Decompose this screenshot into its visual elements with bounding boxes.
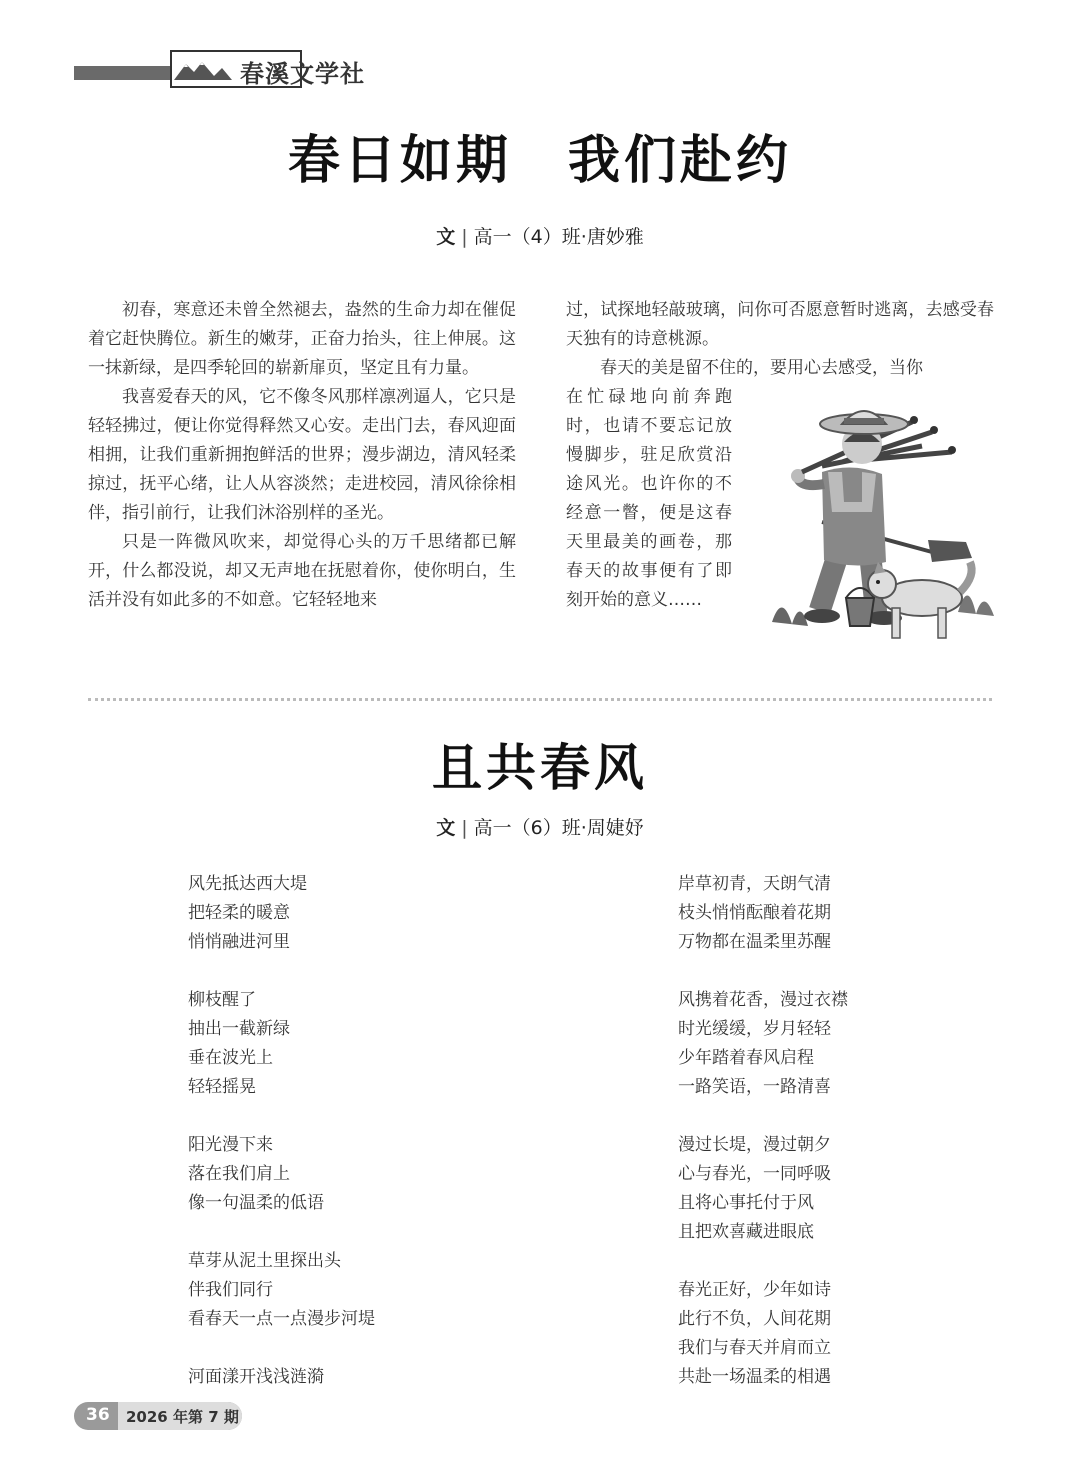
poem-stanza xyxy=(188,1247,588,1334)
poem-line: 伴我们同行 xyxy=(188,1280,273,1300)
poem-stanza xyxy=(678,986,998,1102)
poem-line: 岸草初青，天朗气清 xyxy=(678,874,831,894)
poem-line: 枝头悄悄酝酿着花期 xyxy=(678,903,831,923)
poem-line: 阳光漫下来 xyxy=(188,1135,273,1155)
poem-stanza xyxy=(188,1363,588,1392)
poem-line: 万物都在温柔里苏醒 xyxy=(678,932,831,952)
poem-line: 且把欢喜藏进眼底 xyxy=(678,1222,814,1242)
article-byline xyxy=(0,222,1080,249)
poem-line: 河面漾开浅浅涟漪 xyxy=(188,1367,324,1387)
article-title: 春日如期 我们赴约 xyxy=(287,131,792,191)
section-divider xyxy=(88,698,992,701)
page-footer-badge xyxy=(74,1402,244,1430)
poem-line: 且将心事托付于风 xyxy=(678,1193,814,1213)
paragraph: 过，试探地轻敲玻璃，问你可否愿意暂时逃离，去感受春天独有的诗意桃源。 xyxy=(566,300,994,349)
mountain-icon xyxy=(170,58,234,82)
article-title: 且共春风 xyxy=(432,739,648,797)
article-byline xyxy=(0,813,1080,840)
poem-stanza xyxy=(188,870,588,957)
poem-line: 时光缓缓，岁月轻轻 xyxy=(678,1019,831,1039)
paragraph: 我喜爱春天的风，它不像冬风那样凛冽逼人，它只是轻轻拂过，便让你觉得释然又心安。走出门去，春风迎面相拥，让我们重新拥抱鲜活的世界；漫步湖边，清风轻柔掠过，抚平心绪，让人从容淡然；走进校园，清风徐徐相伴，指引前行，让我们沐浴别样的圣光。 xyxy=(88,387,516,523)
poem-line: 共赴一场温柔的相遇 xyxy=(678,1367,831,1387)
poem-line: 悄悄融进河里 xyxy=(188,932,290,952)
poem-line: 轻轻摇晃 xyxy=(188,1077,256,1097)
article-right-column xyxy=(566,296,994,383)
poem-line: 一路笑语，一路清喜 xyxy=(678,1077,831,1097)
byline-prefix: 文 xyxy=(436,226,456,248)
article-right-wrapped-text xyxy=(566,383,732,615)
poem-line: 此行不负，人间花期 xyxy=(678,1309,831,1329)
poem-line: 漫过长堤，漫过朝夕 xyxy=(678,1135,831,1155)
paragraph: 只是一阵微风吹来，却觉得心头的万千思绪都已解开，什么都没说，却又无声地在抚慰着你，使你明白，生活并没有如此多的不如意。它轻轻地来 xyxy=(88,532,516,610)
poem-line: 少年踏着春风启程 xyxy=(678,1048,814,1068)
poem-line: 看春天一点一点漫步河堤 xyxy=(188,1309,375,1329)
poem-stanza xyxy=(678,1276,998,1392)
poem-line: 抽出一截新绿 xyxy=(188,1019,290,1039)
poem-line: 心与春光，一同呼吸 xyxy=(678,1164,831,1184)
poem-line: 把轻柔的暖意 xyxy=(188,903,290,923)
column-header-badge xyxy=(74,50,365,92)
page-number: 36 xyxy=(86,1405,110,1425)
byline-separator: | xyxy=(461,226,468,248)
header-bar-decoration xyxy=(74,66,174,80)
poem-line: 风先抵达西大堤 xyxy=(188,874,307,894)
poem-stanza xyxy=(188,1131,588,1218)
poem-line: 我们与春天并肩而立 xyxy=(678,1338,831,1358)
byline-author: 高一（4）班·唐妙雅 xyxy=(473,226,644,248)
poem-right-column xyxy=(678,870,998,1421)
poem-line: 风携着花香，漫过衣襟 xyxy=(678,990,848,1010)
poem-line: 春光正好，少年如诗 xyxy=(678,1280,831,1300)
byline-separator: | xyxy=(461,817,468,839)
poem-left-column xyxy=(188,870,588,1421)
paragraph-first-line: 春天的美是留不住的，要用心去感受，当你 xyxy=(600,358,923,378)
byline-prefix: 文 xyxy=(436,817,456,839)
poem-line: 像一句温柔的低语 xyxy=(188,1193,324,1213)
poem-stanza xyxy=(188,986,588,1102)
issue-label: 2026 年第 7 期 xyxy=(126,1408,239,1426)
girl-with-dog-illustration xyxy=(762,402,1002,662)
poem-line: 落在我们肩上 xyxy=(188,1164,290,1184)
paragraph-continuation: 在忙碌地向前奔跑时，也请不要忘记放慢脚步，驻足欣赏沿途风光。也许你的不经意一瞥，便是这春天里最美的画卷，那春天的故事便有了即刻开始的意义…… xyxy=(566,387,732,610)
poem-line: 垂在波光上 xyxy=(188,1048,273,1068)
column-name: 春溪文学社 xyxy=(240,59,365,88)
poem-stanza xyxy=(678,1131,998,1247)
poem-line: 柳枝醒了 xyxy=(188,990,256,1010)
poem-stanza xyxy=(678,870,998,957)
byline-author: 高一（6）班·周婕妤 xyxy=(473,817,644,839)
paragraph: 初春，寒意还未曾全然褪去，盎然的生命力却在催促着它赶快腾位。新生的嫩芽，正奋力抬头，往上伸展。这一抹新绿，是四季轮回的崭新扉页，坚定且有力量。 xyxy=(88,300,516,378)
article-left-column xyxy=(88,296,516,615)
poem-line: 草芽从泥土里探出头 xyxy=(188,1251,341,1271)
